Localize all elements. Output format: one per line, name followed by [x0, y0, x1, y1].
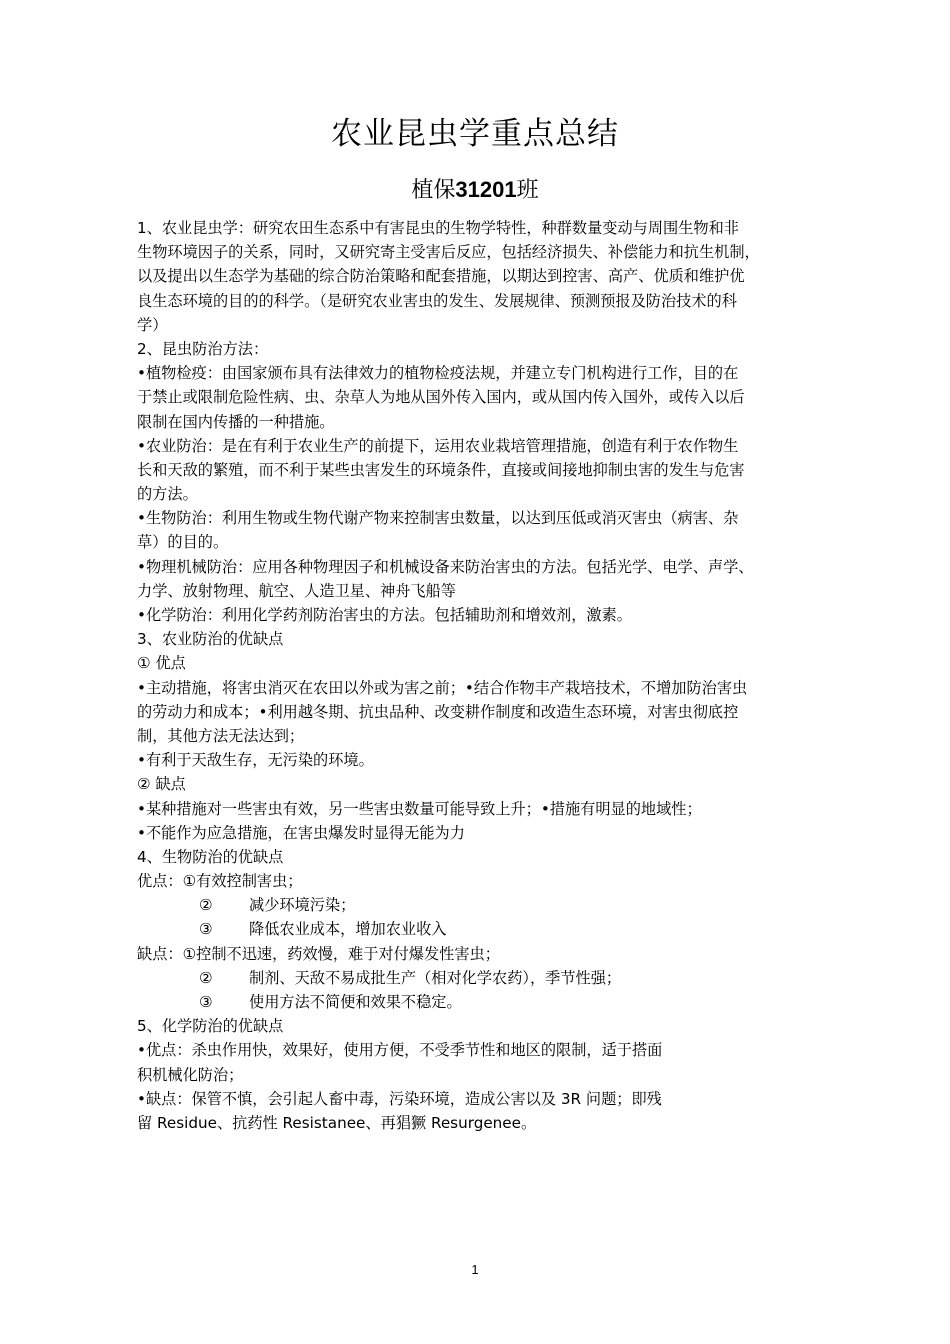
text-line: •主动措施，将害虫消灭在农田以外或为害之前；•结合作物丰产栽培技术，不增加防治害虫: [137, 678, 748, 697]
text-line: 1、农业昆虫学：研究农田生态系中有害昆虫的生物学特性，种群数量变动与周围生物和非: [137, 219, 739, 237]
text-line: 的劳动力和成本；•利用越冬期、抗虫品种、改变耕作制度和改造生态环境，对害虫彻底控: [137, 702, 739, 721]
text-line: •有利于天敌生存，无污染的环境。: [137, 751, 374, 770]
text-line: 以及提出以生态学为基础的综合防治策略和配套措施，以期达到控害、高产、优质和维护优: [137, 267, 745, 286]
text-line: 制，其他方法无法达到；: [137, 726, 305, 745]
text-line: •植物检疫：由国家颁布具有法律效力的植物检疫法规，并建立专门机构进行工作，目的在: [137, 364, 739, 383]
document-title: 农业昆虫学重点总结: [331, 116, 619, 152]
document-body: [137, 216, 837, 1135]
list-text: 降低农业成本，增加农业收入: [249, 920, 447, 939]
text-line: •物理机械防治：应用各种物理因子和机械设备来防治害虫的方法。包括光学、电学、声学、: [137, 557, 754, 576]
text-line: •农业防治：是在有利于农业生产的前提下，运用农业栽培管理措施，创造有利于农作物生: [137, 436, 739, 455]
list-text: 减少环境污染；: [249, 896, 356, 915]
text-line: 生物环境因子的关系，同时，又研究寄主受害后反应，包括经济损失、补偿能力和抗生机制，: [137, 243, 760, 262]
list-item: [137, 893, 837, 917]
list-item: 缺点：①控制不迅速，药效慢，难于对付爆发性害虫；: [137, 944, 500, 963]
text-line: 良生态环境的目的的科学。（是研究农业害虫的发生、发展规律、预测预报及防治技术的科: [137, 291, 737, 310]
text-line: 留 Residue、抗药性 Resistanee、再猖獗 Resurgenee。: [137, 1113, 537, 1132]
text-line: •化学防治：利用化学药剂防治害虫的方法。包括辅助剂和增效剂，激素。: [137, 606, 632, 624]
text-line: 的方法。: [137, 485, 198, 504]
text-line: 积机械化防治；: [137, 1065, 244, 1084]
text-line: 于禁止或限制危险性病、虫、杂草人为地从国外传入国内，或从国内传入国外，或传入以后: [137, 388, 745, 407]
list-item: [137, 917, 837, 941]
section-heading: 4、生物防治的优缺点: [137, 847, 284, 866]
text-line: 长和天敌的繁殖，而不利于某些虫害发生的环境条件，直接或间接地抑制虫害的发生与危害: [137, 460, 745, 479]
list-number: ③: [199, 993, 213, 1011]
subheading: ② 缺点: [137, 775, 186, 794]
list-item: [137, 990, 837, 1014]
text-line: 限制在国内传播的一种措施。: [137, 412, 335, 431]
text-line: •优点：杀虫作用快，效果好，使用方便，不受季节性和地区的限制，适于搭面: [137, 1041, 663, 1060]
list-text: 使用方法不简便和效果不稳定。: [249, 993, 462, 1011]
text-line: 草）的目的。: [137, 533, 229, 552]
subtitle-suffix: 班: [516, 178, 539, 203]
list-number: ②: [199, 896, 213, 915]
list-text: 制剂、天敌不易成批生产（相对化学农药），季节性强；: [249, 968, 622, 987]
list-item: [137, 966, 837, 990]
document-subtitle: [0, 173, 950, 204]
text-line: •不能作为应急措施，在害虫爆发时显得无能为力: [137, 823, 465, 842]
section-heading: 3、农业防治的优缺点: [137, 630, 284, 649]
text-line: 力学、放射物理、航空、人造卫星、神舟飞船等: [137, 581, 456, 600]
section-heading: 5、化学防治的优缺点: [137, 1017, 284, 1036]
subheading: ① 优点: [137, 654, 186, 673]
page-number: 1: [471, 1262, 479, 1277]
list-item: 优点：①有效控制害虫；: [137, 872, 303, 891]
text-line: •缺点：保管不慎，会引起人畜中毒，污染环境，造成公害以及 3R 问题；即残: [137, 1089, 662, 1108]
subtitle-prefix: 植保: [411, 178, 456, 203]
text-line: 学）: [137, 315, 168, 334]
text-line: •某种措施对一些害虫有效，另一些害虫数量可能导致上升；•措施有明显的地域性；: [137, 799, 702, 818]
subtitle-number: 31201: [455, 177, 517, 202]
list-number: ③: [199, 920, 213, 939]
text-line: •生物防治：利用生物或生物代谢产物来控制害虫数量，以达到压低或消灭害虫（病害、杂: [137, 509, 739, 528]
list-number: ②: [199, 968, 213, 987]
section-heading: 2、昆虫防治方法：: [137, 339, 269, 358]
